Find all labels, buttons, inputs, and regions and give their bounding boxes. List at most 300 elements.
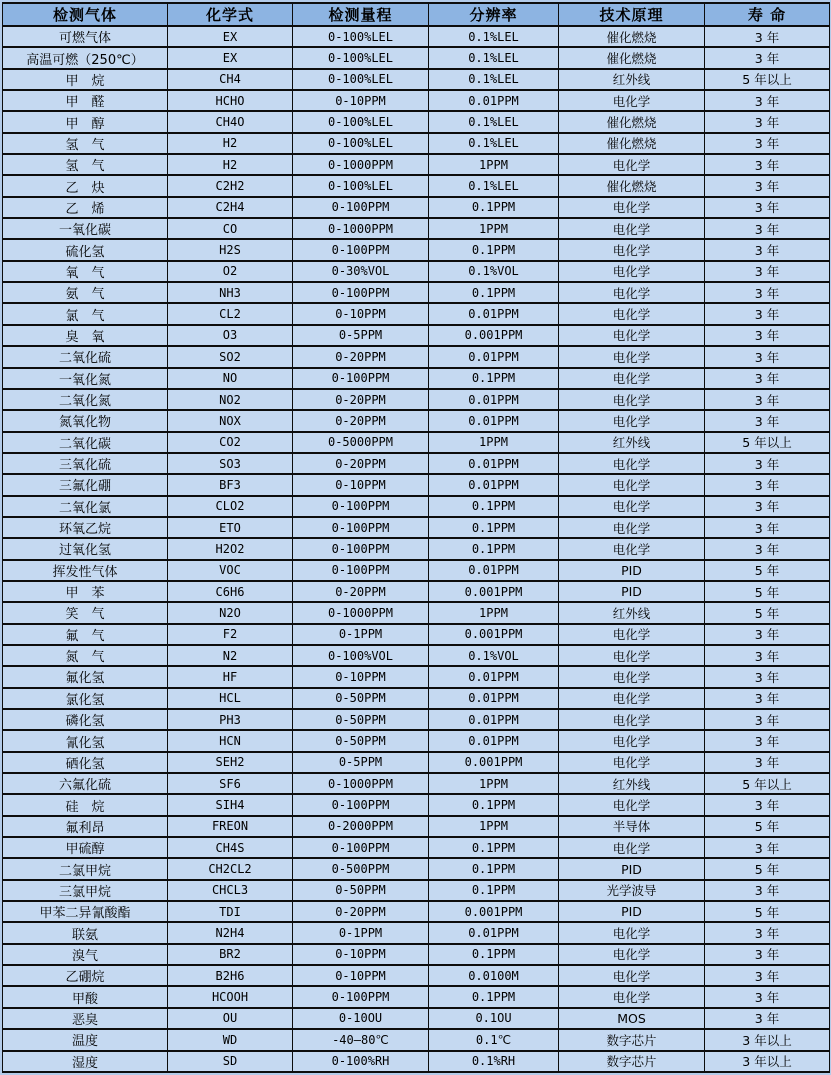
cell-gas: 磷化氢 (3, 709, 168, 730)
cell-resolution: 1PPM (429, 218, 559, 239)
cell-range: 0-100PPM (293, 197, 429, 218)
cell-principle: 电化学 (559, 154, 705, 175)
cell-range: 0-50PPM (293, 880, 429, 901)
cell-gas: 乙 烯 (3, 197, 168, 218)
cell-gas: 一氧化氮 (3, 368, 168, 389)
cell-resolution: 0.1%VOL (429, 261, 559, 282)
cell-resolution: 0.1PPM (429, 837, 559, 858)
cell-principle: 电化学 (559, 538, 705, 559)
cell-range: 0-100%LEL (293, 175, 429, 196)
cell-lifespan: 3 年以上 (705, 1051, 830, 1073)
cell-lifespan: 5 年 (705, 581, 830, 602)
cell-resolution: 0.01PPM (429, 688, 559, 709)
cell-lifespan: 3 年 (705, 986, 830, 1007)
cell-resolution: 0.01PPM (429, 474, 559, 495)
cell-range: 0-10OU (293, 1008, 429, 1029)
cell-range: 0-100PPM (293, 837, 429, 858)
table-row (3, 282, 830, 303)
cell-principle: PID (559, 581, 705, 602)
cell-resolution: 0.001PPM (429, 624, 559, 645)
cell-resolution: 0.1PPM (429, 239, 559, 260)
cell-range: 0-100PPM (293, 496, 429, 517)
cell-formula: CLO2 (168, 496, 293, 517)
cell-gas: 笑 气 (3, 602, 168, 623)
table-row (3, 69, 830, 90)
cell-range: 0-50PPM (293, 709, 429, 730)
cell-range: 0-100PPM (293, 986, 429, 1007)
cell-principle: 电化学 (559, 944, 705, 965)
table-row (3, 560, 830, 581)
cell-principle: PID (559, 560, 705, 581)
cell-gas: 氟化氢 (3, 666, 168, 687)
table-row (3, 666, 830, 687)
table-row (3, 965, 830, 986)
cell-resolution: 1PPM (429, 773, 559, 794)
cell-formula: F2 (168, 624, 293, 645)
cell-range: 0-100PPM (293, 282, 429, 303)
cell-lifespan: 3 年 (705, 218, 830, 239)
cell-formula: CHCL3 (168, 880, 293, 901)
cell-range: 0-2000PPM (293, 816, 429, 837)
table-row (3, 26, 830, 47)
cell-resolution: 0.01PPM (429, 346, 559, 367)
cell-lifespan: 3 年 (705, 880, 830, 901)
cell-formula: TDI (168, 901, 293, 922)
cell-resolution: 0.01PPM (429, 303, 559, 324)
cell-principle: PID (559, 858, 705, 879)
cell-principle: MOS (559, 1008, 705, 1029)
cell-resolution: 0.1%LEL (429, 111, 559, 132)
cell-lifespan: 3 年 (705, 965, 830, 986)
cell-resolution: 0.01PPM (429, 410, 559, 431)
cell-range: 0-50PPM (293, 730, 429, 751)
cell-formula: SF6 (168, 773, 293, 794)
cell-formula: SO3 (168, 453, 293, 474)
cell-formula: FREON (168, 816, 293, 837)
table-row (3, 517, 830, 538)
table-row (3, 346, 830, 367)
table-row (3, 111, 830, 132)
table-row (3, 239, 830, 260)
cell-resolution: 0.1℃ (429, 1029, 559, 1050)
cell-formula: HCL (168, 688, 293, 709)
table-row (3, 944, 830, 965)
cell-formula: NOX (168, 410, 293, 431)
cell-formula: N2 (168, 645, 293, 666)
cell-range: 0-100%LEL (293, 133, 429, 154)
cell-principle: 数字芯片 (559, 1029, 705, 1050)
cell-range: 0-50PPM (293, 688, 429, 709)
cell-range: 0-5PPM (293, 325, 429, 346)
cell-formula: N2H4 (168, 922, 293, 943)
cell-gas: 联氨 (3, 922, 168, 943)
cell-lifespan: 5 年以上 (705, 69, 830, 90)
cell-formula: CH4 (168, 69, 293, 90)
cell-gas: 可燃气体 (3, 26, 168, 47)
cell-range: 0-10PPM (293, 90, 429, 111)
cell-gas: 环氧乙烷 (3, 517, 168, 538)
table-row (3, 1051, 830, 1073)
cell-gas: 乙 炔 (3, 175, 168, 196)
cell-formula: HCHO (168, 90, 293, 111)
cell-resolution: 0.1%VOL (429, 645, 559, 666)
cell-range: 0-20PPM (293, 581, 429, 602)
cell-principle: 电化学 (559, 965, 705, 986)
cell-formula: CO2 (168, 432, 293, 453)
cell-range: 0-1000PPM (293, 218, 429, 239)
cell-range: 0-100PPM (293, 368, 429, 389)
cell-resolution: 0.1PPM (429, 538, 559, 559)
cell-range: 0-1000PPM (293, 602, 429, 623)
cell-lifespan: 5 年以上 (705, 432, 830, 453)
cell-resolution: 0.1PPM (429, 986, 559, 1007)
cell-principle: 电化学 (559, 410, 705, 431)
cell-resolution: 0.1%LEL (429, 26, 559, 47)
cell-lifespan: 3 年 (705, 517, 830, 538)
cell-range: 0-1PPM (293, 922, 429, 943)
gas-table-body (3, 26, 830, 1072)
cell-lifespan: 3 年 (705, 175, 830, 196)
cell-formula: O2 (168, 261, 293, 282)
cell-lifespan: 3 年 (705, 303, 830, 324)
cell-formula: EX (168, 26, 293, 47)
cell-gas: 乙硼烷 (3, 965, 168, 986)
cell-formula: BF3 (168, 474, 293, 495)
cell-lifespan: 3 年 (705, 197, 830, 218)
cell-resolution: 1PPM (429, 432, 559, 453)
cell-resolution: 0.001PPM (429, 901, 559, 922)
cell-principle: 催化燃烧 (559, 111, 705, 132)
cell-principle: PID (559, 901, 705, 922)
table-row (3, 581, 830, 602)
table-row (3, 794, 830, 815)
cell-principle: 电化学 (559, 218, 705, 239)
cell-range: 0-1000PPM (293, 154, 429, 175)
cell-formula: C2H2 (168, 175, 293, 196)
table-row (3, 986, 830, 1007)
cell-principle: 半导体 (559, 816, 705, 837)
cell-lifespan: 5 年 (705, 560, 830, 581)
cell-gas: 硅 烷 (3, 794, 168, 815)
cell-gas: 甲酸 (3, 986, 168, 1007)
cell-range: 0-100%VOL (293, 645, 429, 666)
cell-principle: 电化学 (559, 624, 705, 645)
cell-formula: HF (168, 666, 293, 687)
cell-lifespan: 3 年 (705, 688, 830, 709)
cell-formula: NO2 (168, 389, 293, 410)
cell-formula: EX (168, 47, 293, 68)
cell-principle: 电化学 (559, 496, 705, 517)
cell-gas: 二氧化氮 (3, 389, 168, 410)
cell-resolution: 1PPM (429, 602, 559, 623)
cell-range: 0-100%LEL (293, 26, 429, 47)
cell-gas: 二氧化硫 (3, 346, 168, 367)
cell-gas: 氯化氢 (3, 688, 168, 709)
cell-principle: 电化学 (559, 730, 705, 751)
table-row (3, 709, 830, 730)
cell-gas: 氧 气 (3, 261, 168, 282)
cell-formula: SO2 (168, 346, 293, 367)
table-header (3, 3, 830, 26)
cell-gas: 三氟化硼 (3, 474, 168, 495)
cell-principle: 电化学 (559, 197, 705, 218)
cell-lifespan: 3 年 (705, 1008, 830, 1029)
cell-principle: 电化学 (559, 368, 705, 389)
gas-spec-table (2, 2, 830, 1073)
table-row (3, 602, 830, 623)
cell-principle: 电化学 (559, 794, 705, 815)
cell-formula: N2O (168, 602, 293, 623)
cell-resolution: 0.1PPM (429, 282, 559, 303)
cell-principle: 电化学 (559, 922, 705, 943)
table-row (3, 730, 830, 751)
cell-gas: 硫化氢 (3, 239, 168, 260)
cell-gas: 甲苯二异氰酸酯 (3, 901, 168, 922)
cell-gas: 氟利昂 (3, 816, 168, 837)
cell-range: 0-20PPM (293, 410, 429, 431)
cell-formula: HCN (168, 730, 293, 751)
cell-range: 0-10PPM (293, 965, 429, 986)
cell-gas: 硒化氢 (3, 752, 168, 773)
cell-resolution: 0.1PPM (429, 794, 559, 815)
table-row (3, 837, 830, 858)
cell-formula: H2S (168, 239, 293, 260)
cell-principle: 电化学 (559, 261, 705, 282)
cell-resolution: 0.1%LEL (429, 133, 559, 154)
cell-formula: B2H6 (168, 965, 293, 986)
cell-lifespan: 3 年 (705, 389, 830, 410)
cell-resolution: 0.01PPM (429, 560, 559, 581)
cell-lifespan: 3 年 (705, 282, 830, 303)
cell-gas: 过氧化氢 (3, 538, 168, 559)
cell-gas: 甲 苯 (3, 581, 168, 602)
cell-range: 0-100%LEL (293, 69, 429, 90)
cell-formula: SIH4 (168, 794, 293, 815)
cell-principle: 红外线 (559, 773, 705, 794)
table-row (3, 368, 830, 389)
cell-range: 0-100%LEL (293, 111, 429, 132)
table-row (3, 389, 830, 410)
cell-resolution: 0.1%LEL (429, 69, 559, 90)
cell-lifespan: 3 年 (705, 624, 830, 645)
cell-resolution: 0.01PPM (429, 922, 559, 943)
cell-resolution: 0.01PPM (429, 90, 559, 111)
cell-range: 0-5000PPM (293, 432, 429, 453)
cell-lifespan: 5 年 (705, 901, 830, 922)
cell-lifespan: 3 年 (705, 47, 830, 68)
table-row (3, 154, 830, 175)
cell-principle: 数字芯片 (559, 1051, 705, 1073)
cell-formula: NH3 (168, 282, 293, 303)
table-row (3, 1008, 830, 1029)
cell-lifespan: 3 年 (705, 154, 830, 175)
cell-resolution: 0.01PPM (429, 666, 559, 687)
cell-formula: WD (168, 1029, 293, 1050)
cell-lifespan: 3 年 (705, 346, 830, 367)
cell-lifespan: 3 年 (705, 538, 830, 559)
table-row (3, 303, 830, 324)
cell-principle: 电化学 (559, 453, 705, 474)
cell-resolution: 0.1PPM (429, 858, 559, 879)
cell-formula: H2 (168, 133, 293, 154)
table-row (3, 197, 830, 218)
cell-formula: CO (168, 218, 293, 239)
cell-lifespan: 3 年 (705, 239, 830, 260)
cell-principle: 催化燃烧 (559, 47, 705, 68)
cell-resolution: 0.001PPM (429, 325, 559, 346)
cell-resolution: 0.01PPM (429, 389, 559, 410)
cell-gas: 甲 醛 (3, 90, 168, 111)
cell-lifespan: 3 年 (705, 944, 830, 965)
cell-resolution: 0.01PPM (429, 709, 559, 730)
cell-resolution: 0.1%LEL (429, 175, 559, 196)
cell-gas: 氢 气 (3, 133, 168, 154)
table-row (3, 752, 830, 773)
cell-lifespan: 5 年 (705, 602, 830, 623)
column-header-formula: 化学式 (168, 3, 293, 26)
cell-principle: 红外线 (559, 69, 705, 90)
cell-range: 0-20PPM (293, 901, 429, 922)
cell-resolution: 0.1OU (429, 1008, 559, 1029)
cell-principle: 光学波导 (559, 880, 705, 901)
cell-range: 0-20PPM (293, 453, 429, 474)
cell-range: 0-5PPM (293, 752, 429, 773)
table-row (3, 218, 830, 239)
cell-range: 0-100%LEL (293, 47, 429, 68)
cell-gas: 温度 (3, 1029, 168, 1050)
cell-lifespan: 5 年 (705, 816, 830, 837)
table-row (3, 453, 830, 474)
cell-principle: 红外线 (559, 602, 705, 623)
cell-formula: HCOOH (168, 986, 293, 1007)
cell-principle: 电化学 (559, 474, 705, 495)
cell-formula: PH3 (168, 709, 293, 730)
cell-lifespan: 3 年以上 (705, 1029, 830, 1050)
cell-lifespan: 3 年 (705, 368, 830, 389)
cell-resolution: 0.1%RH (429, 1051, 559, 1073)
cell-resolution: 1PPM (429, 154, 559, 175)
column-header-gas: 检测气体 (3, 3, 168, 26)
header-row (3, 3, 830, 26)
cell-resolution: 0.0100M (429, 965, 559, 986)
cell-range: 0-10PPM (293, 944, 429, 965)
cell-gas: 甲硫醇 (3, 837, 168, 858)
table-row (3, 688, 830, 709)
cell-lifespan: 3 年 (705, 666, 830, 687)
cell-formula: H2 (168, 154, 293, 175)
table-row (3, 133, 830, 154)
table-row (3, 90, 830, 111)
cell-lifespan: 3 年 (705, 730, 830, 751)
cell-resolution: 0.1PPM (429, 197, 559, 218)
cell-principle: 电化学 (559, 346, 705, 367)
cell-resolution: 0.01PPM (429, 453, 559, 474)
cell-range: 0-1000PPM (293, 773, 429, 794)
cell-resolution: 0.1PPM (429, 496, 559, 517)
cell-lifespan: 3 年 (705, 26, 830, 47)
cell-gas: 恶臭 (3, 1008, 168, 1029)
table-row (3, 325, 830, 346)
cell-lifespan: 5 年 (705, 858, 830, 879)
cell-resolution: 0.1%LEL (429, 47, 559, 68)
cell-resolution: 0.1PPM (429, 517, 559, 538)
cell-range: 0-500PPM (293, 858, 429, 879)
table-row (3, 474, 830, 495)
cell-formula: SD (168, 1051, 293, 1073)
cell-range: 0-100PPM (293, 517, 429, 538)
cell-formula: OU (168, 1008, 293, 1029)
cell-gas: 二氯甲烷 (3, 858, 168, 879)
cell-gas: 挥发性气体 (3, 560, 168, 581)
cell-lifespan: 3 年 (705, 111, 830, 132)
table-row (3, 47, 830, 68)
table-row (3, 645, 830, 666)
cell-range: 0-10PPM (293, 303, 429, 324)
cell-gas: 甲 醇 (3, 111, 168, 132)
table-row (3, 624, 830, 645)
cell-range: 0-100PPM (293, 239, 429, 260)
cell-range: 0-10PPM (293, 666, 429, 687)
table-row (3, 816, 830, 837)
cell-gas: 三氯甲烷 (3, 880, 168, 901)
cell-gas: 氮 气 (3, 645, 168, 666)
cell-lifespan: 3 年 (705, 922, 830, 943)
cell-lifespan: 3 年 (705, 474, 830, 495)
cell-lifespan: 3 年 (705, 752, 830, 773)
column-header-lifespan: 寿 命 (705, 3, 830, 26)
cell-resolution: 0.1PPM (429, 880, 559, 901)
cell-range: 0-100PPM (293, 538, 429, 559)
cell-gas: 三氧化硫 (3, 453, 168, 474)
table-row (3, 175, 830, 196)
table-row (3, 432, 830, 453)
cell-principle: 电化学 (559, 239, 705, 260)
cell-principle: 电化学 (559, 282, 705, 303)
column-header-principle: 技术原理 (559, 3, 705, 26)
cell-principle: 催化燃烧 (559, 26, 705, 47)
cell-resolution: 1PPM (429, 816, 559, 837)
cell-gas: 六氟化硫 (3, 773, 168, 794)
cell-formula: SEH2 (168, 752, 293, 773)
cell-range: 0-100PPM (293, 794, 429, 815)
cell-formula: H2O2 (168, 538, 293, 559)
cell-principle: 电化学 (559, 645, 705, 666)
cell-lifespan: 3 年 (705, 794, 830, 815)
cell-principle: 电化学 (559, 389, 705, 410)
cell-gas: 二氧化氯 (3, 496, 168, 517)
cell-lifespan: 3 年 (705, 410, 830, 431)
cell-gas: 高温可燃（250℃） (3, 47, 168, 68)
cell-formula: CL2 (168, 303, 293, 324)
cell-lifespan: 3 年 (705, 496, 830, 517)
cell-resolution: 0.01PPM (429, 730, 559, 751)
cell-lifespan: 3 年 (705, 133, 830, 154)
cell-lifespan: 5 年以上 (705, 773, 830, 794)
cell-formula: O3 (168, 325, 293, 346)
cell-lifespan: 3 年 (705, 261, 830, 282)
cell-gas: 二氧化碳 (3, 432, 168, 453)
cell-range: -40—80℃ (293, 1029, 429, 1050)
table-row (3, 1029, 830, 1050)
cell-resolution: 0.001PPM (429, 752, 559, 773)
cell-gas: 氰化氢 (3, 730, 168, 751)
table-row (3, 496, 830, 517)
cell-range: 0-20PPM (293, 346, 429, 367)
cell-lifespan: 3 年 (705, 325, 830, 346)
cell-resolution: 0.001PPM (429, 581, 559, 602)
cell-formula: CH4S (168, 837, 293, 858)
cell-principle: 电化学 (559, 517, 705, 538)
